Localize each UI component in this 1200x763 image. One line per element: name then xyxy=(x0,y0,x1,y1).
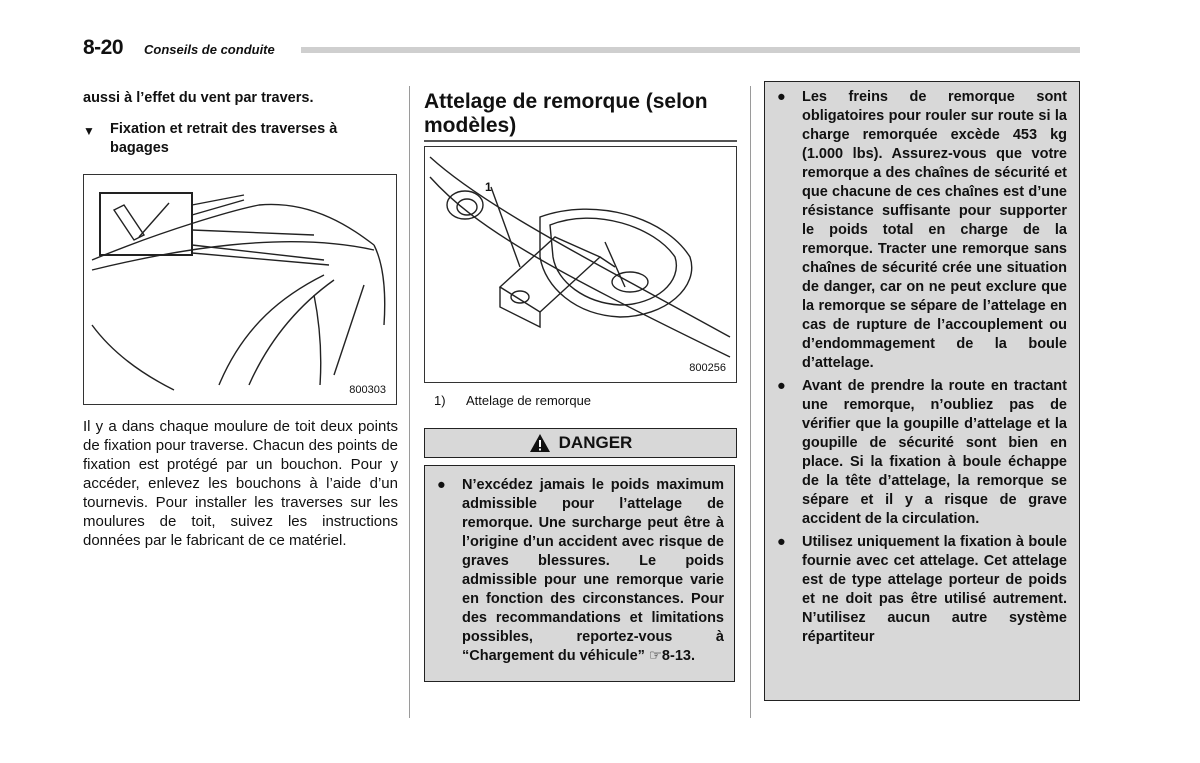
bullet-icon: ● xyxy=(437,477,446,493)
list-item xyxy=(775,88,1067,373)
subheading-text: Fixation et retrait des traverses à bagages xyxy=(110,121,338,156)
column-3 xyxy=(764,86,1080,706)
header-rule xyxy=(301,47,1080,53)
danger-body xyxy=(424,465,735,682)
warning-box xyxy=(764,81,1080,701)
danger-label: DANGER xyxy=(558,433,633,452)
danger-header xyxy=(424,428,737,458)
figure-code: 800303 xyxy=(349,384,386,396)
page-header xyxy=(83,36,1080,60)
bullet-icon: ● xyxy=(777,89,786,105)
figure-code: 800256 xyxy=(689,362,726,374)
roof-rack-figure xyxy=(83,174,397,405)
subheading xyxy=(83,120,398,158)
trailer-hitch-figure xyxy=(424,146,737,383)
body-paragraph: Il y a dans chaque moulure de toit deux points de fixation pour traverse. Chacun des points de fixation est protégé par un bouchon. Pour y accéder, enlevez les bouchons à l’aide d’un tournevis. Pour installer les traverses sur les moulures de toit, suivez les instructions données par le fabricant de ce matériel. xyxy=(83,418,398,549)
caption-text: Attelage de remorque xyxy=(466,393,592,408)
hitch-illustration xyxy=(425,147,736,382)
column-divider xyxy=(750,86,751,718)
warning-item-1: Les freins de remorque sont obligatoires pour rouler sur route si la charge remorquée excède 453 kg (1.000 lbs). Assurez-vous que votre remorque a des chaînes de sécurité et que chacune de ces chaînes est d’une résistance suffisante pour supporter le poids total en charge de la remorque. Tracter une remorque sans chaînes de sécurité crée une situation de danger, car on ne peut exclure que la remorque se sépare de l’attelage en cas de rupture de l’accouplement ou d’endommagement de la boule d’attelage. xyxy=(802,89,1067,371)
bullet-icon: ● xyxy=(777,534,786,550)
warning-triangle-icon xyxy=(529,433,551,453)
triangle-down-icon: ▼ xyxy=(83,124,95,138)
column-2 xyxy=(424,86,738,682)
warning-item-3: Utilisez uniquement la fixation à boule fournie avec cet attelage. Cet attelage est de type attelage porteur de poids et ne doit pas être utilisé autrement. N’utilisez aucun autre système répartiteur xyxy=(802,534,1067,645)
caption-number: 1) xyxy=(434,393,446,408)
column-1 xyxy=(83,86,398,550)
list-item xyxy=(435,476,724,666)
list-item xyxy=(775,377,1067,529)
page-number: 8-20 xyxy=(83,36,124,59)
figure-callout-1: 1 xyxy=(485,180,492,194)
roof-illustration xyxy=(84,175,396,404)
section-title: Attelage de remorque (selon modèles) xyxy=(424,90,737,142)
column-divider xyxy=(409,86,410,718)
section-name: Conseils de conduite xyxy=(144,42,275,57)
warning-item-2: Avant de prendre la route en tractant une remorque, n’oubliez pas de vérifier que la goupille d’attelage et la goupille de sécurité sont bien en place. Si la fixation à boule échappe de la tête d’attelage, la remorque se sépare et il y a risque de grave accident de la circulation. xyxy=(802,378,1067,527)
figure-caption xyxy=(424,393,738,408)
list-item xyxy=(775,533,1067,647)
danger-text: N’excédez jamais le poids maximum admissible pour l’attelage de remorque. Une surcharge peut être à l’origine d’un accident avec risque de graves blessures. Le poids admissible pour une remorque varie en fonction des circonstances. Pour des recommandations et limitations possibles, reportez-vous à “Chargement du véhicule” ☞8-13. xyxy=(462,477,724,664)
bullet-icon: ● xyxy=(777,378,786,394)
lead-text: aussi à l’effet du vent par travers. xyxy=(83,90,314,106)
